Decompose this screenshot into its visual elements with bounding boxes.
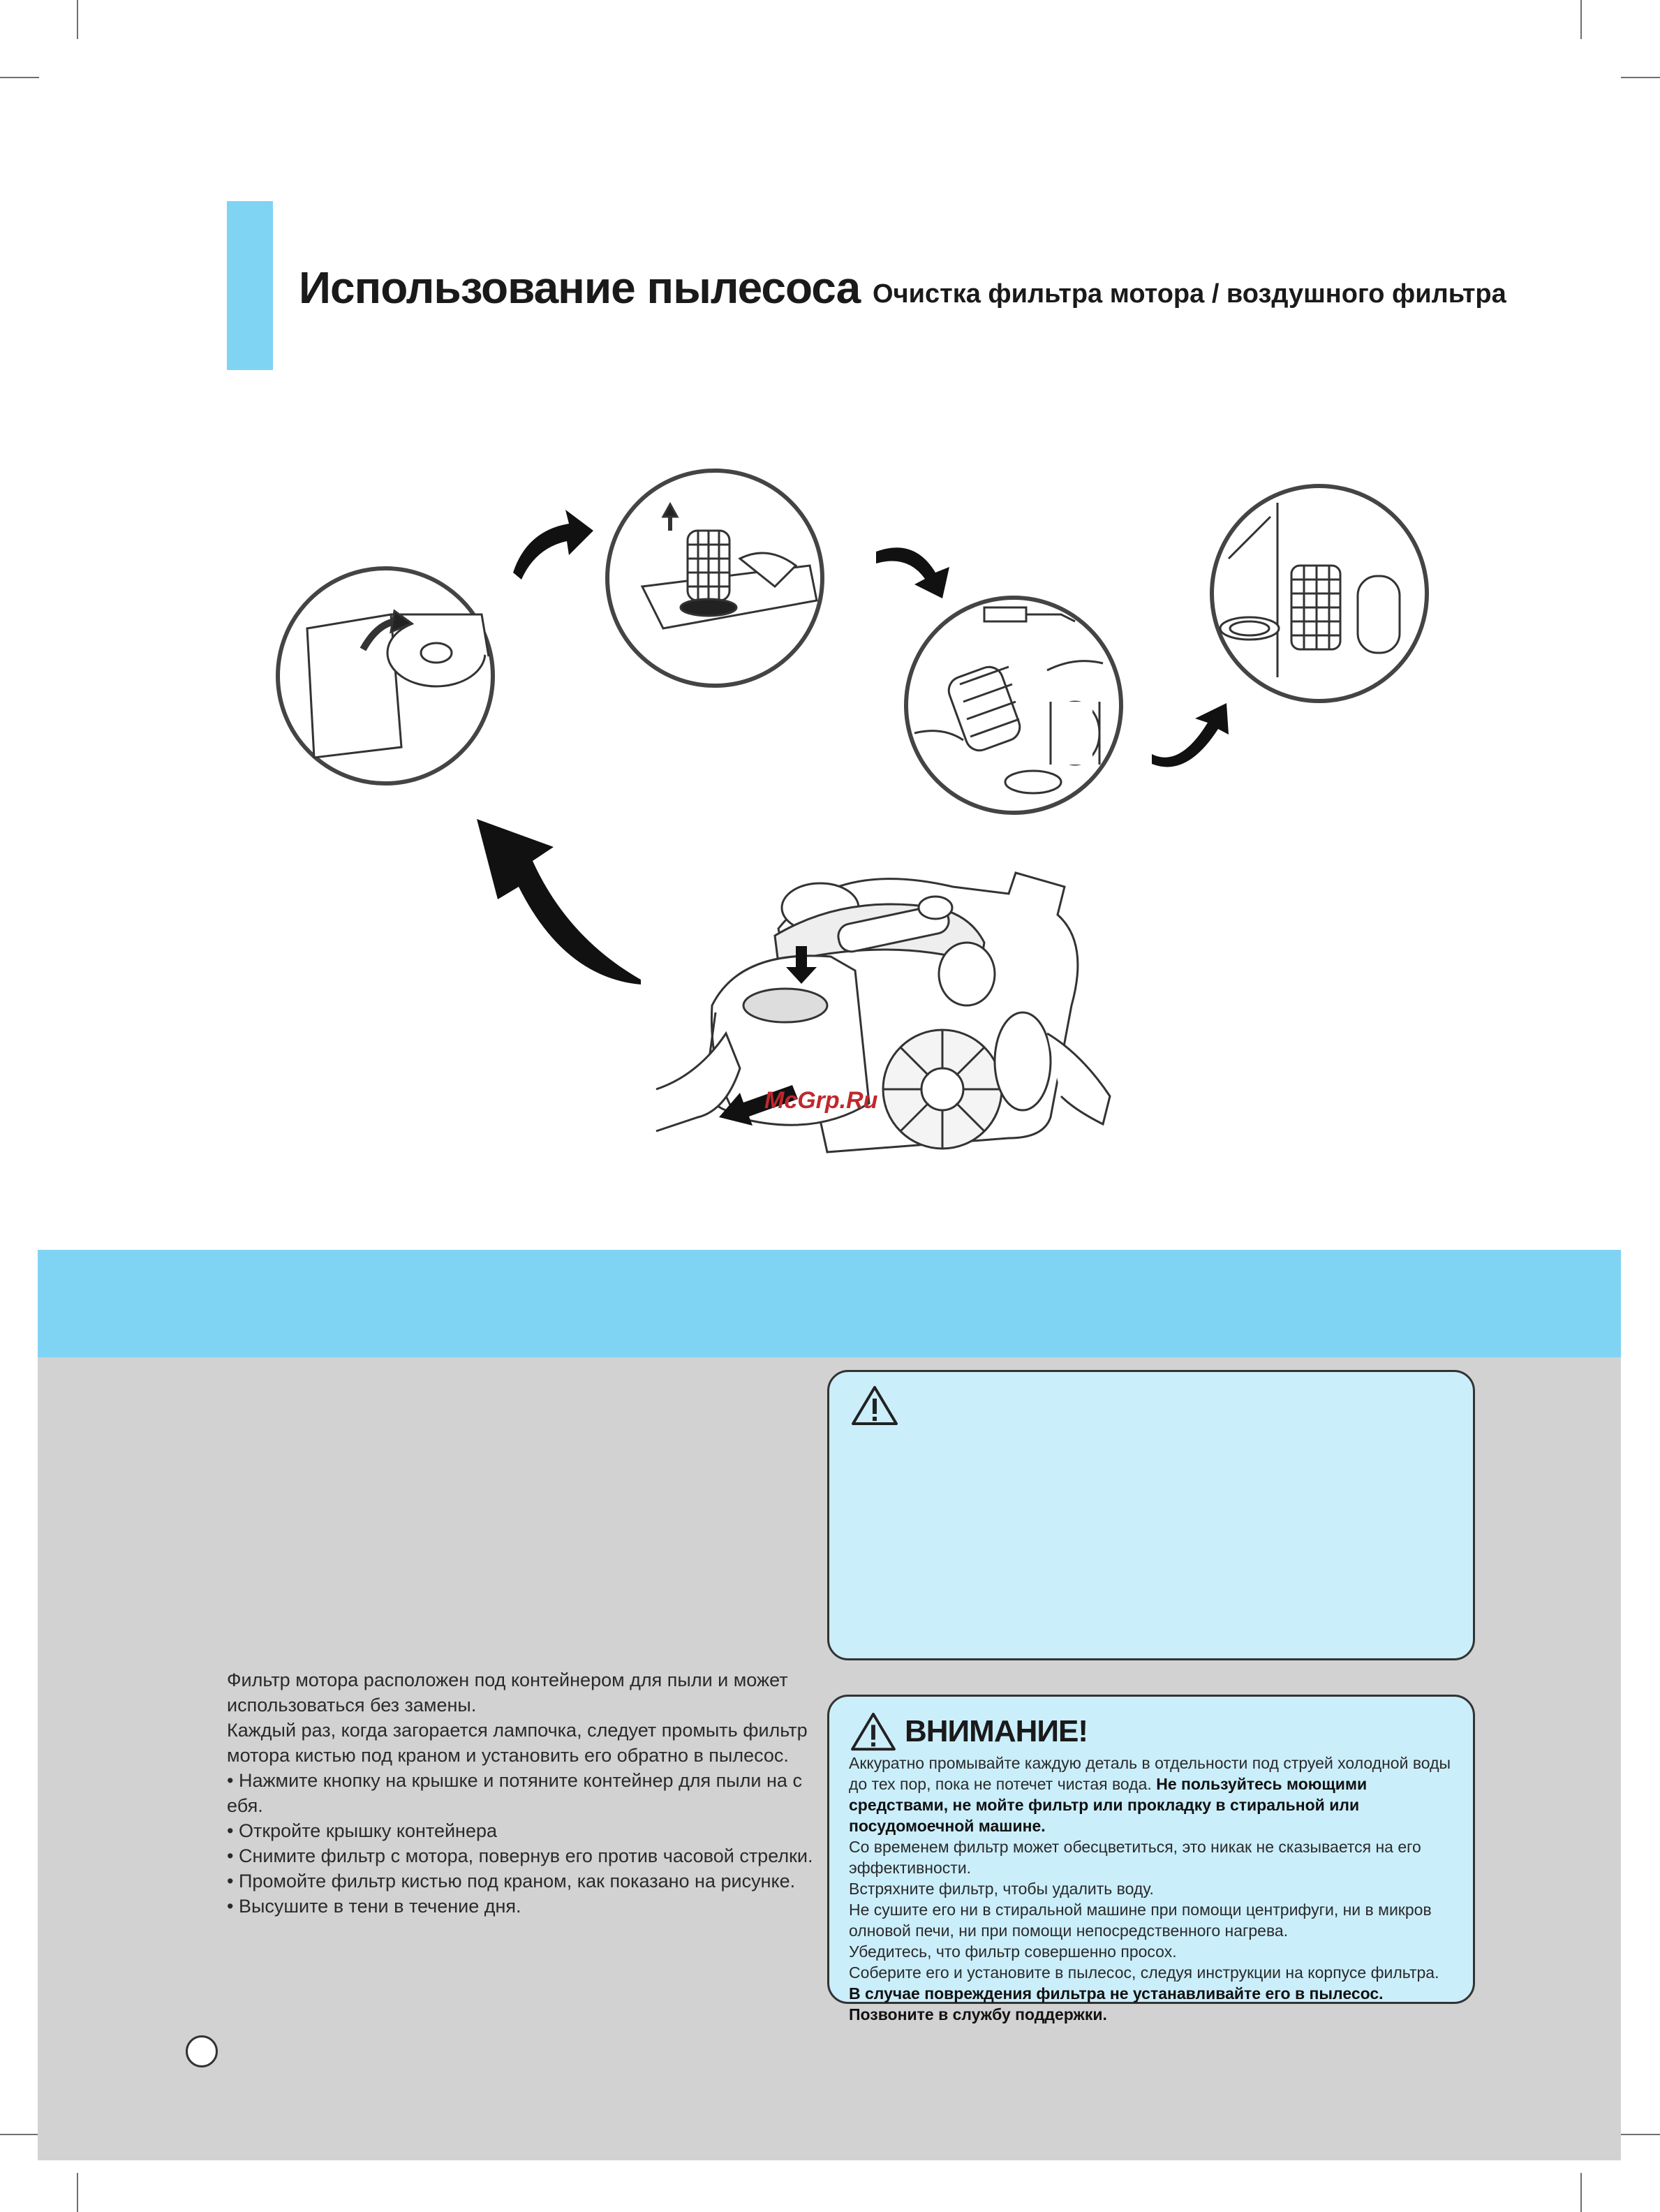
page-title: Использование пылесоса bbox=[299, 263, 861, 313]
caution-line: Со временем фильтр может обесцветиться, это никак не сказывается на его эффективности. bbox=[849, 1838, 1421, 1877]
caution-title: ВНИМАНИЕ! bbox=[905, 1714, 1088, 1748]
instruction-step: • Откройте крышку контейнера bbox=[227, 1820, 498, 1841]
page-number-circle bbox=[186, 2035, 218, 2067]
caution-box bbox=[827, 1695, 1475, 2023]
caution-line: Не сушите его ни в стиральной машине при помощи центрифуги, ни в микров олновой печи, ни при помощи непосредственного нагрева. bbox=[849, 1901, 1432, 1940]
crop-mark bbox=[0, 2134, 39, 2135]
instruction-line: Фильтр мотора расположен под контейнером для пыли и может использоваться без замены. bbox=[227, 1669, 788, 1716]
caution-line: Соберите его и установите в пылесос, следуя инструкции на корпусе фильтра. bbox=[849, 1963, 1439, 1982]
caution-text bbox=[849, 1753, 1463, 2025]
instruction-line: Каждый раз, когда загорается лампочка, следует промыть фильтр мотора кистью под краном и установить его обратно в пылесос. bbox=[227, 1720, 808, 1766]
caution-line: Убедитесь, что фильтр совершенно просох. bbox=[849, 1942, 1177, 1961]
blue-band bbox=[38, 1250, 1621, 1357]
caution-line: В случае повреждения фильтра не устанавливайте его в пылесос. Позвоните в службу поддержки. bbox=[849, 1984, 1384, 2023]
caution-line: Аккуратно промывайте каждую деталь в отдельности под струей холодной воды до тех пор, пока не потечет чистая вода. Не пользуйтесь моющими средствами, не мойте фильтр или прокладку в стиральной или посудомоечной машине. bbox=[849, 1754, 1451, 1835]
instruction-step: • Промойте фильтр кистью под краном, как показано на рисунке. bbox=[227, 1871, 796, 1892]
watermark: McGrp.Ru bbox=[764, 1087, 878, 1114]
caution-line: Встряхните фильтр, чтобы удалить воду. bbox=[849, 1880, 1154, 1898]
instructions-text bbox=[227, 1667, 834, 1919]
page-subtitle: Очистка фильтра мотора / воздушного фильтра bbox=[873, 279, 1506, 309]
crop-mark bbox=[1621, 2134, 1660, 2135]
crop-mark bbox=[1580, 2173, 1582, 2212]
warning-triangle-icon bbox=[849, 1711, 898, 1752]
instruction-step: • Нажмите кнопку на крышке и потяните контейнер для пыли на с ебя. bbox=[227, 1770, 802, 1816]
instruction-step: • Снимите фильтр с мотора, повернув его против часовой стрелки. bbox=[227, 1845, 813, 1866]
instruction-step: • Высушите в тени в течение дня. bbox=[227, 1896, 521, 1917]
warning-box bbox=[827, 1370, 1475, 1660]
warning-triangle-icon bbox=[850, 1385, 899, 1426]
crop-mark bbox=[77, 2173, 78, 2212]
